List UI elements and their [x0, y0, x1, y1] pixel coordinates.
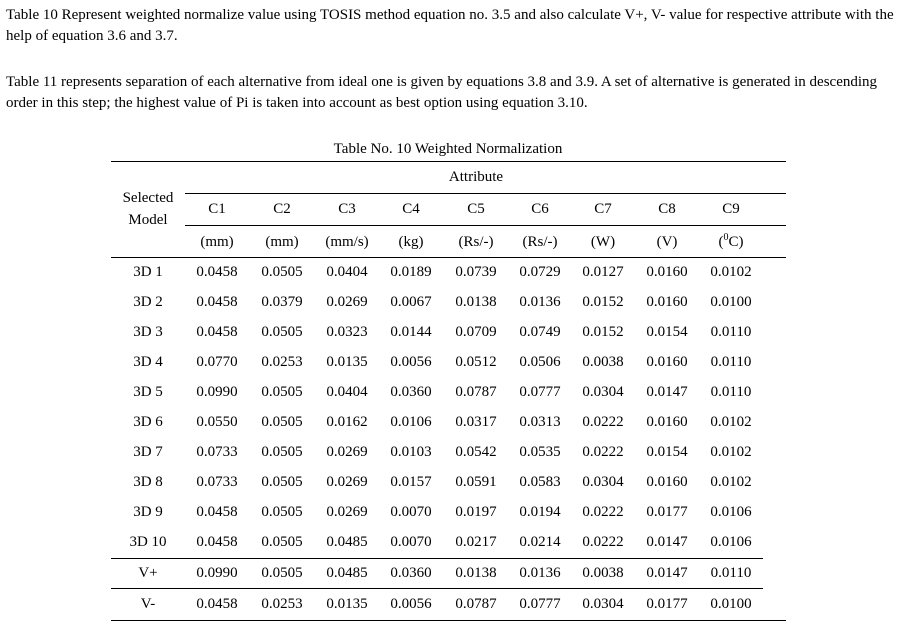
table-row-label: 3D 1	[133, 264, 163, 280]
table-cell: 0.0152	[582, 324, 624, 340]
table-cell: 0.0505	[261, 444, 303, 460]
table-cell: 0.0222	[582, 444, 624, 460]
table-cell: 0.0458	[196, 264, 238, 280]
table-cell: 0.0739	[455, 264, 497, 280]
table-cell: 0.0194	[519, 504, 561, 520]
table-cell: 0.0458	[196, 324, 238, 340]
table-cell: 0.0404	[326, 384, 368, 400]
table-cell: 0.0485	[326, 565, 368, 581]
unit-c5: (Rs/-)	[458, 234, 494, 250]
table-cell: 0.0110	[710, 324, 752, 340]
table-cell: 0.0729	[519, 264, 561, 280]
table-cell: 0.0733	[196, 444, 238, 460]
table-cell: 0.0323	[326, 324, 368, 340]
table-cell: 0.0304	[582, 384, 624, 400]
table-cell: 0.0458	[196, 294, 238, 310]
table-row-label: V+	[138, 565, 158, 581]
table-row-label: 3D 7	[133, 444, 163, 460]
table-cell: 0.0458	[196, 504, 238, 520]
table-cell: 0.0147	[646, 534, 688, 550]
table-cell: 0.0253	[261, 354, 303, 370]
table-cell: 0.0147	[646, 565, 688, 581]
table-cell: 0.0189	[390, 264, 432, 280]
table-cell: 0.0269	[326, 504, 368, 520]
column-header-c4: C4	[402, 201, 420, 217]
table-top-rule	[111, 161, 786, 162]
table-cell: 0.0787	[455, 596, 497, 612]
table-row-label: 3D 8	[133, 474, 163, 490]
table-cell: 0.0591	[455, 474, 497, 490]
table-cell: 0.0160	[646, 414, 688, 430]
table-cell: 0.0535	[519, 444, 561, 460]
table-cell: 0.0152	[582, 294, 624, 310]
column-header-c8: C8	[658, 201, 676, 217]
table-row-label: 3D 3	[133, 324, 163, 340]
table-cell: 0.0787	[455, 384, 497, 400]
unit-c3: (mm/s)	[325, 234, 369, 250]
table-cell: 0.0313	[519, 414, 561, 430]
table-cell: 0.0154	[646, 324, 688, 340]
table-cell: 0.0100	[710, 294, 752, 310]
table-cell: 0.0138	[455, 294, 497, 310]
table-cell: 0.0160	[646, 264, 688, 280]
table-cell: 0.0160	[646, 294, 688, 310]
table-cell: 0.0136	[519, 294, 561, 310]
table-row-label: 3D 10	[129, 534, 167, 550]
table-cell: 0.0102	[710, 414, 752, 430]
column-header-c6: C6	[531, 201, 549, 217]
table-cell: 0.0505	[261, 474, 303, 490]
table-cell: 0.0138	[455, 565, 497, 581]
table-cell: 0.0070	[390, 504, 432, 520]
table-cell: 0.0100	[710, 596, 752, 612]
table-cell: 0.0110	[710, 384, 752, 400]
table-caption: Table No. 10 Weighted Normalization	[333, 141, 563, 157]
table-cell: 0.0269	[326, 294, 368, 310]
table-cell: 0.0038	[582, 354, 624, 370]
unit-c9	[699, 232, 763, 252]
selected-model-header-line1: Selected	[122, 190, 174, 206]
table-cell: 0.0253	[261, 596, 303, 612]
attribute-group-header: Attribute	[448, 169, 504, 185]
table-cell: 0.0749	[519, 324, 561, 340]
table-cell: 0.0102	[710, 474, 752, 490]
unit-c8: (V)	[656, 234, 678, 250]
table-cell: 0.0512	[455, 354, 497, 370]
table-bottom-rule	[111, 620, 786, 621]
table-cell: 0.0304	[582, 596, 624, 612]
table-row-label: V-	[140, 596, 156, 612]
table-cell: 0.0505	[261, 414, 303, 430]
table-cell: 0.0990	[196, 565, 238, 581]
table-cell: 0.0102	[710, 264, 752, 280]
table-cell: 0.0360	[390, 384, 432, 400]
table-cell: 0.0106	[390, 414, 432, 430]
table-cell: 0.0154	[646, 444, 688, 460]
table-cell: 0.0709	[455, 324, 497, 340]
header-bottom-rule	[111, 257, 786, 258]
vplus-top-rule	[111, 558, 763, 559]
unit-c4: (kg)	[398, 234, 424, 250]
selected-model-header-line2: Model	[128, 212, 168, 228]
table-cell: 0.0404	[326, 264, 368, 280]
table-cell: 0.0379	[261, 294, 303, 310]
table-cell: 0.0135	[326, 354, 368, 370]
table-cell: 0.0269	[326, 474, 368, 490]
table-cell: 0.0269	[326, 444, 368, 460]
table-cell: 0.0505	[261, 565, 303, 581]
attribute-group-rule	[185, 193, 786, 194]
table-cell: 0.0458	[196, 596, 238, 612]
table-cell: 0.0197	[455, 504, 497, 520]
table-cell: 0.0583	[519, 474, 561, 490]
table-cell: 0.0110	[710, 565, 752, 581]
table-cell: 0.0505	[261, 504, 303, 520]
table-cell: 0.0135	[326, 596, 368, 612]
column-header-c5: C5	[467, 201, 485, 217]
unit-c6: (Rs/-)	[522, 234, 558, 250]
table-cell: 0.0222	[582, 414, 624, 430]
table-cell: 0.0733	[196, 474, 238, 490]
table-cell: 0.0505	[261, 534, 303, 550]
table-cell: 0.0770	[196, 354, 238, 370]
table-row-label: 3D 9	[133, 504, 163, 520]
table-cell: 0.0458	[196, 534, 238, 550]
table-cell: 0.0147	[646, 384, 688, 400]
table-cell: 0.0505	[261, 264, 303, 280]
table-cell: 0.0056	[390, 354, 432, 370]
table-cell: 0.0222	[582, 534, 624, 550]
table-cell: 0.0162	[326, 414, 368, 430]
table-cell: 0.0067	[390, 294, 432, 310]
table-cell: 0.0144	[390, 324, 432, 340]
table-cell: 0.0550	[196, 414, 238, 430]
table-cell: 0.0505	[261, 384, 303, 400]
table-cell: 0.0106	[710, 534, 752, 550]
table-cell: 0.0038	[582, 565, 624, 581]
table-cell: 0.0777	[519, 384, 561, 400]
table-cell: 0.0102	[710, 444, 752, 460]
table-cell: 0.0070	[390, 534, 432, 550]
unit-c9-degree: 0	[723, 232, 729, 243]
vminus-top-rule	[111, 588, 763, 589]
column-header-c1: C1	[208, 201, 226, 217]
column-header-c7: C7	[594, 201, 612, 217]
table-cell: 0.0106	[710, 504, 752, 520]
column-header-rule	[185, 225, 786, 226]
unit-c9-open: (	[718, 234, 724, 250]
column-header-c9: C9	[722, 201, 740, 217]
table-cell: 0.0157	[390, 474, 432, 490]
unit-c7: (W)	[590, 234, 616, 250]
table-row-label: 3D 6	[133, 414, 163, 430]
table-cell: 0.0056	[390, 596, 432, 612]
table-cell: 0.0160	[646, 354, 688, 370]
table-cell: 0.0127	[582, 264, 624, 280]
table-cell: 0.0110	[710, 354, 752, 370]
table-cell: 0.0136	[519, 565, 561, 581]
unit-c2: (mm)	[265, 234, 299, 250]
table-cell: 0.0317	[455, 414, 497, 430]
table-cell: 0.0217	[455, 534, 497, 550]
paragraph-table11-intro: Table 11 represents separation of each alternative from ideal one is given by equations 3.8 and 3.9. A set of alternative is generated in descending order in this step; the highest value of Pi is taken into account as best option using equation 3.10.	[6, 74, 878, 111]
unit-c9-close: C)	[728, 234, 744, 250]
table-cell: 0.0304	[582, 474, 624, 490]
table-cell: 0.0103	[390, 444, 432, 460]
table-cell: 0.0505	[261, 324, 303, 340]
table-cell: 0.0222	[582, 504, 624, 520]
column-header-c2: C2	[273, 201, 291, 217]
table-cell: 0.0777	[519, 596, 561, 612]
table-cell: 0.0214	[519, 534, 561, 550]
table-cell: 0.0177	[646, 596, 688, 612]
table-row-label: 3D 4	[133, 354, 163, 370]
paragraph-table10-intro: Table 10 Represent weighted normalize value using TOSIS method equation no. 3.5 and also calculate V+, V- value for respective attribute with the help of equation 3.6 and 3.7.	[6, 7, 894, 44]
table-cell: 0.0177	[646, 504, 688, 520]
table-cell: 0.0542	[455, 444, 497, 460]
table-cell: 0.0506	[519, 354, 561, 370]
table-cell: 0.0990	[196, 384, 238, 400]
table-row-label: 3D 2	[133, 294, 163, 310]
table-row-label: 3D 5	[133, 384, 163, 400]
column-header-c3: C3	[338, 201, 356, 217]
table-cell: 0.0160	[646, 474, 688, 490]
table-cell: 0.0360	[390, 565, 432, 581]
table-cell: 0.0485	[326, 534, 368, 550]
unit-c1: (mm)	[200, 234, 234, 250]
